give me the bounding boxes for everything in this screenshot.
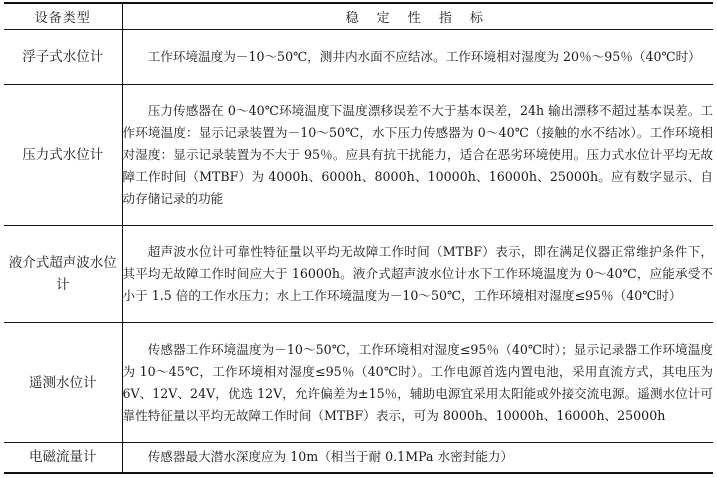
- equipment-type-cell: 遥测水位计: [4, 323, 122, 443]
- stability-spec-cell: 压力传感器在 0～40℃环境温度下温度漂移误差不大于基本误差，24h 输出漂移不超过基本误差。工作环境温度：显示记录装置为－10～50℃，水下压力传感器为 0～40℃（接触的水不结冰）。工作环境相对湿度：显示记录装置为不大于 95％。应具有抗干扰能力，适合在恶劣环境使用。压力式水位计平均无故障工作时间（MTBF）为 4000h、6000h、8000h、10000h、16000h、25000h。应有数字显示、自动存储记录的功能: [122, 85, 713, 226]
- table-row: [4, 226, 713, 323]
- stability-spec-cell: 工作环境温度为－10～50℃，测井内水面不应结冰。工作环境相对湿度为 20％～95％（40℃时）: [122, 30, 713, 85]
- table-header-row: [4, 3, 713, 30]
- equipment-type-cell: 液介式超声波水位计: [4, 226, 122, 323]
- table-row: [4, 30, 713, 85]
- stability-spec-cell: 超声波水位计可靠性特征量以平均无故障工作时间（MTBF）表示，即在满足仪器正常维护条件下，其平均无故障工作时间应大于 16000h。液介式超声波水位计水下工作环境温度为 0～40℃，应能承受不小于 1.5 倍的工作水压力；水上工作环境温度为－10～50℃，工作环境相对湿度≤95％（40℃时）: [122, 226, 713, 323]
- equipment-type-cell: 浮子式水位计: [4, 30, 122, 85]
- header-stability-index: 稳 定 性 指 标: [122, 3, 713, 30]
- table-row: [4, 443, 713, 473]
- table-row: [4, 85, 713, 226]
- equipment-type-cell: 电磁流量计: [4, 443, 122, 473]
- stability-spec-cell: 传感器工作环境温度为－10～50℃，工作环境相对湿度≤95％（40℃时）；显示记录器工作环境温度为 10～45℃，工作环境相对湿度≤95％（40℃时）。工作电源首选内置电池，采用直流方式，其电压为 6V、12V、24V，优选 12V，允许偏差为±15％，辅助电源宜采用太阳能或外接交流电源。遥测水位计可靠性特征量以平均无故障工作时间（MTBF）表示，可为 8000h、10000h、16000h、25000h: [122, 323, 713, 443]
- header-equipment-type: 设备类型: [4, 3, 122, 30]
- stability-spec-table: [4, 2, 713, 474]
- table-row: [4, 323, 713, 443]
- equipment-type-cell: 压力式水位计: [4, 85, 122, 226]
- stability-spec-cell: 传感器最大潜水深度应为 10m（相当于耐 0.1MPa 水密封能力）: [122, 443, 713, 473]
